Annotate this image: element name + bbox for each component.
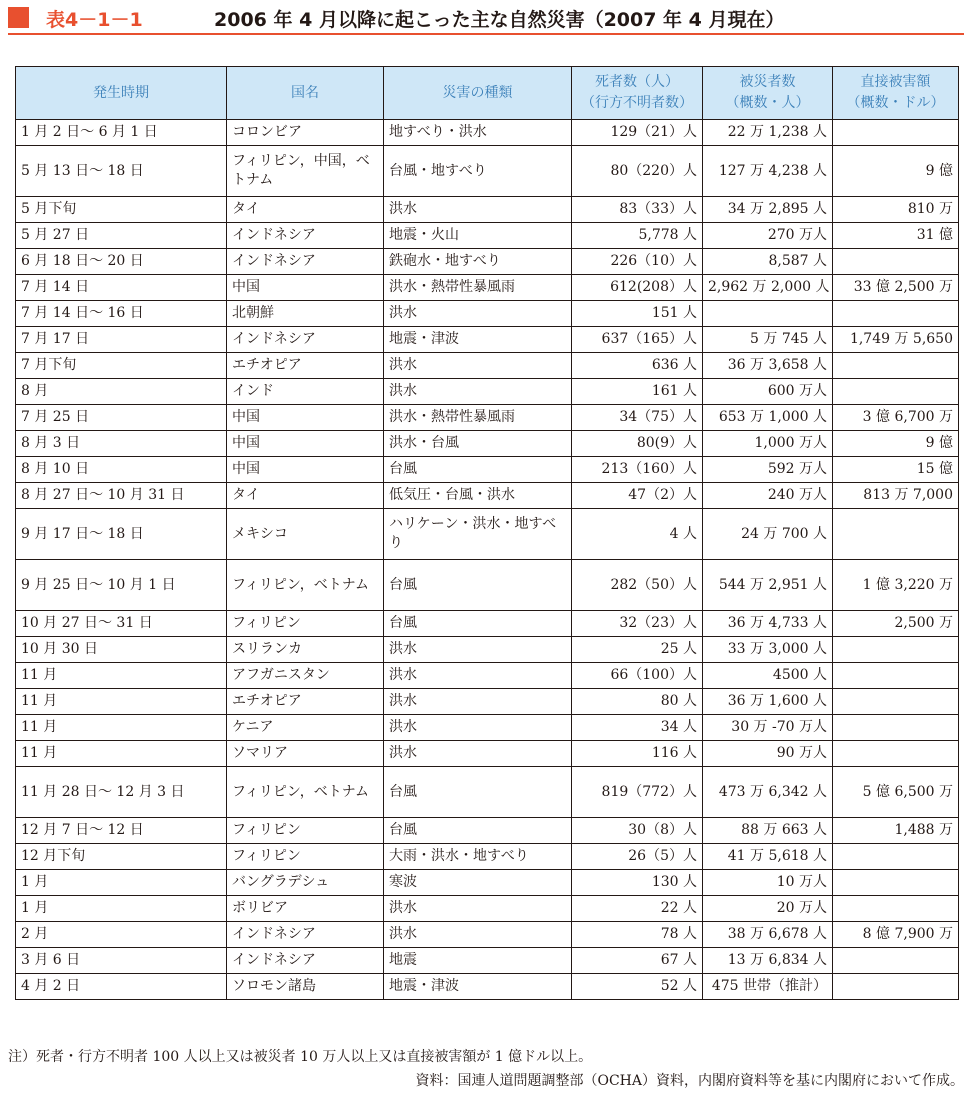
cell-date: 8 月 10 日: [16, 457, 227, 483]
header-type: 災害の種類: [384, 67, 572, 120]
cell-date: 4 月 2 日: [16, 974, 227, 1000]
cell-affected: 33 万 3,000 人: [703, 637, 833, 663]
cell-deaths: 47（2）人: [572, 483, 703, 509]
cell-date: 7 月 25 日: [16, 405, 227, 431]
cell-damage: 3 億 6,700 万: [833, 405, 959, 431]
cell-deaths: 151 人: [572, 301, 703, 327]
table-row: [16, 870, 959, 896]
table-row: [16, 715, 959, 741]
table-row: [16, 301, 959, 327]
header-country: 国名: [227, 67, 384, 120]
cell-affected: 20 万人: [703, 896, 833, 922]
cell-deaths: 34 人: [572, 715, 703, 741]
cell-affected: 22 万 1,238 人: [703, 120, 833, 146]
title-underline: [8, 33, 964, 35]
cell-affected: 2,962 万 2,000 人: [703, 275, 833, 301]
cell-damage: [833, 870, 959, 896]
table-row: [16, 948, 959, 974]
cell-date: 8 月 3 日: [16, 431, 227, 457]
cell-country: 北朝鮮: [227, 301, 384, 327]
cell-affected: 30 万 -70 万人: [703, 715, 833, 741]
cell-country: ボリビア: [227, 896, 384, 922]
cell-deaths: 5,778 人: [572, 223, 703, 249]
cell-date: 1 月 2 日～ 6 月 1 日: [16, 120, 227, 146]
cell-type: 洪水: [384, 715, 572, 741]
cell-country: インド: [227, 379, 384, 405]
cell-affected: 240 万人: [703, 483, 833, 509]
cell-damage: 813 万 7,000: [833, 483, 959, 509]
cell-country: 中国: [227, 275, 384, 301]
cell-damage: 9 億: [833, 146, 959, 197]
cell-damage: [833, 120, 959, 146]
source-note: 資料：国連人道問題調整部（OCHA）資料，内閣府資料等を基に内閣府において作成。: [415, 1073, 964, 1089]
cell-type: 洪水・熱帯性暴風雨: [384, 275, 572, 301]
table-row: [16, 689, 959, 715]
cell-affected: 600 万人: [703, 379, 833, 405]
cell-type: 洪水: [384, 197, 572, 223]
cell-affected: 13 万 6,834 人: [703, 948, 833, 974]
cell-deaths: 612(208）人: [572, 275, 703, 301]
cell-date: 11 月: [16, 663, 227, 689]
cell-deaths: 26（5）人: [572, 844, 703, 870]
title-bar: [0, 0, 972, 36]
table-row: [16, 560, 959, 611]
cell-date: 1 月: [16, 870, 227, 896]
cell-type: 大雨・洪水・地すべり: [384, 844, 572, 870]
cell-affected: 270 万人: [703, 223, 833, 249]
cell-deaths: 161 人: [572, 379, 703, 405]
cell-deaths: 129（21）人: [572, 120, 703, 146]
cell-affected: 4500 人: [703, 663, 833, 689]
cell-country: エチオピア: [227, 689, 384, 715]
cell-type: 洪水: [384, 922, 572, 948]
cell-damage: [833, 974, 959, 1000]
table-row: [16, 922, 959, 948]
cell-date: 2 月: [16, 922, 227, 948]
cell-affected: 36 万 1,600 人: [703, 689, 833, 715]
cell-affected: [703, 301, 833, 327]
cell-country: インドネシア: [227, 948, 384, 974]
cell-damage: 15 億: [833, 457, 959, 483]
cell-type: 鉄砲水・地すべり: [384, 249, 572, 275]
cell-affected: 36 万 4,733 人: [703, 611, 833, 637]
table-row: [16, 249, 959, 275]
cell-date: 5 月 27 日: [16, 223, 227, 249]
cell-damage: [833, 948, 959, 974]
cell-deaths: 34（75）人: [572, 405, 703, 431]
cell-country: スリランカ: [227, 637, 384, 663]
header-damage: 直接被害額 （概数・ドル）: [833, 67, 959, 120]
table-row: [16, 844, 959, 870]
cell-deaths: 213（160）人: [572, 457, 703, 483]
cell-affected: 127 万 4,238 人: [703, 146, 833, 197]
cell-type: 地震・津波: [384, 327, 572, 353]
cell-deaths: 22 人: [572, 896, 703, 922]
cell-country: ケニア: [227, 715, 384, 741]
cell-affected: 36 万 3,658 人: [703, 353, 833, 379]
cell-deaths: 819（772）人: [572, 767, 703, 818]
cell-type: 洪水: [384, 637, 572, 663]
title-accent-square: [8, 7, 29, 28]
cell-type: 洪水・熱帯性暴風雨: [384, 405, 572, 431]
cell-affected: 473 万 6,342 人: [703, 767, 833, 818]
cell-date: 11 月: [16, 741, 227, 767]
cell-date: 8 月: [16, 379, 227, 405]
cell-deaths: 80(9）人: [572, 431, 703, 457]
cell-country: ソロモン諸島: [227, 974, 384, 1000]
cell-deaths: 78 人: [572, 922, 703, 948]
cell-country: フィリピン，中国，ベトナム: [227, 146, 384, 197]
cell-affected: 5 万 745 人: [703, 327, 833, 353]
cell-deaths: 30（8）人: [572, 818, 703, 844]
cell-deaths: 4 人: [572, 509, 703, 560]
cell-country: タイ: [227, 483, 384, 509]
cell-type: 洪水・台風: [384, 431, 572, 457]
cell-damage: [833, 715, 959, 741]
cell-date: 11 月: [16, 715, 227, 741]
cell-affected: 592 万人: [703, 457, 833, 483]
cell-deaths: 32（23）人: [572, 611, 703, 637]
cell-type: 洪水: [384, 689, 572, 715]
cell-type: 洪水: [384, 663, 572, 689]
cell-country: バングラデシュ: [227, 870, 384, 896]
cell-date: 12 月下旬: [16, 844, 227, 870]
cell-country: メキシコ: [227, 509, 384, 560]
cell-country: タイ: [227, 197, 384, 223]
cell-type: 地震・火山: [384, 223, 572, 249]
cell-damage: 33 億 2,500 万: [833, 275, 959, 301]
cell-deaths: 25 人: [572, 637, 703, 663]
cell-damage: 5 億 6,500 万: [833, 767, 959, 818]
cell-damage: [833, 637, 959, 663]
cell-date: 7 月 17 日: [16, 327, 227, 353]
table-body: [16, 120, 959, 1000]
cell-affected: 475 世帯（推計）: [703, 974, 833, 1000]
cell-country: インドネシア: [227, 327, 384, 353]
table-row: [16, 611, 959, 637]
footnote: 注）死者・行方不明者 100 人以上又は被災者 10 万人以上又は直接被害額が 1 億ドル以上。: [8, 1049, 593, 1065]
cell-date: 10 月 27 日～ 31 日: [16, 611, 227, 637]
cell-date: 7 月下旬: [16, 353, 227, 379]
cell-affected: 8,587 人: [703, 249, 833, 275]
table-row: [16, 275, 959, 301]
cell-affected: 10 万人: [703, 870, 833, 896]
cell-country: フィリピン: [227, 844, 384, 870]
table-row: [16, 767, 959, 818]
cell-deaths: 636 人: [572, 353, 703, 379]
cell-date: 7 月 14 日: [16, 275, 227, 301]
cell-affected: 38 万 6,678 人: [703, 922, 833, 948]
cell-damage: 2,500 万: [833, 611, 959, 637]
cell-date: 11 月: [16, 689, 227, 715]
cell-affected: 90 万人: [703, 741, 833, 767]
table-row: [16, 509, 959, 560]
cell-damage: [833, 379, 959, 405]
cell-country: フィリピン，ベトナム: [227, 560, 384, 611]
cell-affected: 1,000 万人: [703, 431, 833, 457]
table-row: [16, 197, 959, 223]
table-header-row: [16, 67, 959, 120]
cell-deaths: 66（100）人: [572, 663, 703, 689]
cell-date: 5 月下旬: [16, 197, 227, 223]
cell-date: 6 月 18 日～ 20 日: [16, 249, 227, 275]
cell-date: 5 月 13 日～ 18 日: [16, 146, 227, 197]
cell-damage: 9 億: [833, 431, 959, 457]
cell-damage: [833, 689, 959, 715]
cell-deaths: 116 人: [572, 741, 703, 767]
table-row: [16, 637, 959, 663]
table-row: [16, 353, 959, 379]
cell-date: 10 月 30 日: [16, 637, 227, 663]
cell-affected: 88 万 663 人: [703, 818, 833, 844]
cell-damage: 810 万: [833, 197, 959, 223]
cell-date: 9 月 25 日～ 10 月 1 日: [16, 560, 227, 611]
cell-type: 寒波: [384, 870, 572, 896]
cell-type: 洪水: [384, 301, 572, 327]
cell-damage: [833, 301, 959, 327]
table-row: [16, 896, 959, 922]
cell-country: インドネシア: [227, 249, 384, 275]
table-row: [16, 663, 959, 689]
cell-type: 台風・地すべり: [384, 146, 572, 197]
cell-affected: 544 万 2,951 人: [703, 560, 833, 611]
cell-deaths: 80（220）人: [572, 146, 703, 197]
cell-country: インドネシア: [227, 922, 384, 948]
cell-damage: [833, 741, 959, 767]
table-row: [16, 327, 959, 353]
cell-date: 8 月 27 日～ 10 月 31 日: [16, 483, 227, 509]
cell-damage: 1 億 3,220 万: [833, 560, 959, 611]
cell-affected: 653 万 1,000 人: [703, 405, 833, 431]
header-deaths: 死者数（人） （行方不明者数）: [572, 67, 703, 120]
cell-deaths: 282（50）人: [572, 560, 703, 611]
cell-date: 1 月: [16, 896, 227, 922]
table-row: [16, 483, 959, 509]
table-row: [16, 223, 959, 249]
cell-type: 台風: [384, 560, 572, 611]
table-row: [16, 818, 959, 844]
cell-deaths: 83（33）人: [572, 197, 703, 223]
cell-type: 洪水: [384, 379, 572, 405]
table-row: [16, 146, 959, 197]
cell-date: 9 月 17 日～ 18 日: [16, 509, 227, 560]
cell-deaths: 80 人: [572, 689, 703, 715]
cell-type: 台風: [384, 611, 572, 637]
table-row: [16, 405, 959, 431]
table-row: [16, 974, 959, 1000]
cell-country: ソマリア: [227, 741, 384, 767]
cell-damage: 31 億: [833, 223, 959, 249]
cell-type: 台風: [384, 818, 572, 844]
cell-country: フィリピン: [227, 611, 384, 637]
cell-damage: 1,488 万: [833, 818, 959, 844]
cell-damage: 1,749 万 5,650: [833, 327, 959, 353]
cell-deaths: 52 人: [572, 974, 703, 1000]
cell-country: フィリピン，ベトナム: [227, 767, 384, 818]
cell-type: 低気圧・台風・洪水: [384, 483, 572, 509]
cell-deaths: 226（10）人: [572, 249, 703, 275]
table-row: [16, 120, 959, 146]
cell-damage: [833, 509, 959, 560]
cell-country: アフガニスタン: [227, 663, 384, 689]
cell-type: 洪水: [384, 353, 572, 379]
cell-country: 中国: [227, 405, 384, 431]
cell-type: 地震: [384, 948, 572, 974]
header-affected: 被災者数 （概数・人）: [703, 67, 833, 120]
table-row: [16, 457, 959, 483]
table-row: [16, 379, 959, 405]
cell-damage: [833, 663, 959, 689]
table-row: [16, 741, 959, 767]
table-number-label: 表4－1－1: [46, 9, 143, 31]
cell-type: 台風: [384, 457, 572, 483]
disaster-table: [15, 66, 959, 1000]
cell-country: インドネシア: [227, 223, 384, 249]
cell-damage: [833, 249, 959, 275]
cell-damage: [833, 844, 959, 870]
cell-damage: 8 億 7,900 万: [833, 922, 959, 948]
cell-deaths: 130 人: [572, 870, 703, 896]
cell-affected: 34 万 2,895 人: [703, 197, 833, 223]
cell-type: 地震・津波: [384, 974, 572, 1000]
cell-type: 地すべり・洪水: [384, 120, 572, 146]
cell-date: 12 月 7 日～ 12 日: [16, 818, 227, 844]
cell-country: エチオピア: [227, 353, 384, 379]
cell-date: 11 月 28 日～ 12 月 3 日: [16, 767, 227, 818]
cell-date: 7 月 14 日～ 16 日: [16, 301, 227, 327]
cell-damage: [833, 896, 959, 922]
cell-damage: [833, 353, 959, 379]
cell-affected: 41 万 5,618 人: [703, 844, 833, 870]
page-title: 2006 年 4 月以降に起こった主な自然災害（2007 年 4 月現在）: [214, 9, 785, 31]
table-row: [16, 431, 959, 457]
cell-type: 洪水: [384, 741, 572, 767]
cell-type: ハリケーン・洪水・地すべり: [384, 509, 572, 560]
cell-date: 3 月 6 日: [16, 948, 227, 974]
cell-country: コロンビア: [227, 120, 384, 146]
cell-country: 中国: [227, 431, 384, 457]
cell-country: フィリピン: [227, 818, 384, 844]
cell-deaths: 67 人: [572, 948, 703, 974]
cell-affected: 24 万 700 人: [703, 509, 833, 560]
cell-type: 台風: [384, 767, 572, 818]
cell-country: 中国: [227, 457, 384, 483]
cell-type: 洪水: [384, 896, 572, 922]
header-date: 発生時期: [16, 67, 227, 120]
cell-deaths: 637（165）人: [572, 327, 703, 353]
